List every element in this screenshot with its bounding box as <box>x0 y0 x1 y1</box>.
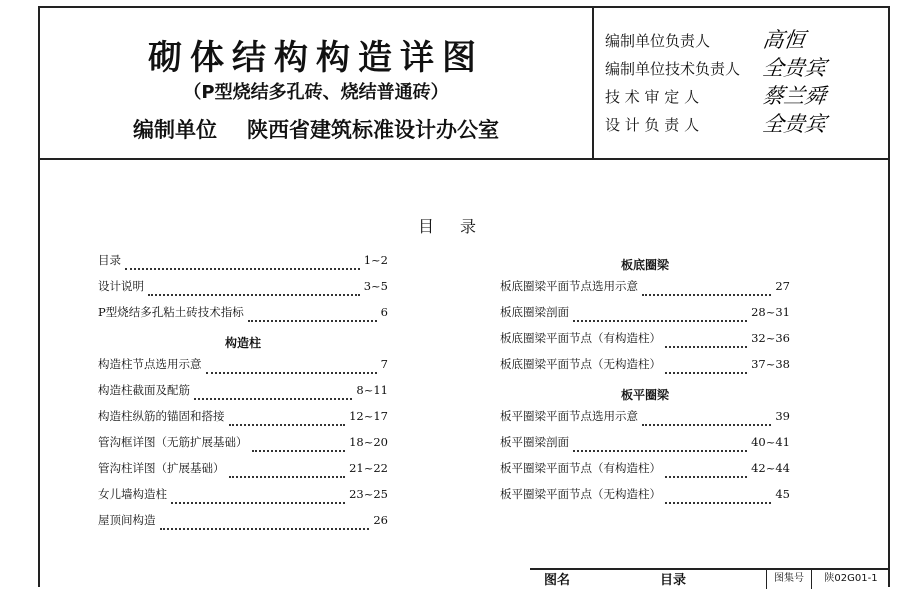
toc-entry <box>500 278 790 304</box>
toc-leader-dots <box>252 442 346 452</box>
signature: 全贵宾 <box>761 112 828 136</box>
role-label: 技 术 审 定 人 <box>605 88 700 106</box>
footer-name-label: 图名 <box>544 573 571 588</box>
signature: 全贵宾 <box>761 56 828 80</box>
footer-name-value: 目录 <box>660 573 687 588</box>
toc-leader-dots <box>665 468 747 478</box>
toc-entry <box>98 304 388 330</box>
toc-entry <box>98 252 388 278</box>
role-row <box>605 86 890 114</box>
toc-entry-title: 板底圈梁平面节点（有构造柱） <box>500 331 661 345</box>
org-label: 编制单位 <box>133 118 217 142</box>
toc-entry <box>500 330 790 356</box>
toc-entry <box>98 278 388 304</box>
toc-entry <box>98 356 388 382</box>
toc-entry-title: 板平圈梁平面节点（无构造柱） <box>500 487 661 501</box>
toc-entry-title: 管沟框详图（无筋扩展基础） <box>98 435 248 449</box>
toc-entry-page: 39 <box>775 409 790 423</box>
toc-entry-page: 6 <box>380 305 388 319</box>
role-row <box>605 58 890 86</box>
toc-entry-title: 板平圈梁平面节点选用示意 <box>500 409 638 423</box>
toc-right-column <box>500 252 790 512</box>
signature: 高恒 <box>761 28 807 52</box>
toc-entry <box>500 356 790 382</box>
toc-entry <box>500 408 790 434</box>
toc-leader-dots <box>642 416 771 426</box>
main-title: 砌体结构构造详图 <box>148 38 484 78</box>
toc-entry-title: 设计说明 <box>98 279 144 293</box>
toc-entry <box>98 512 388 538</box>
toc-entry-page: 40~41 <box>751 435 790 449</box>
toc-entry-page: 12~17 <box>349 409 388 423</box>
toc-heading: 目录 <box>417 217 502 236</box>
toc-leader-dots <box>665 494 771 504</box>
toc-leader-dots <box>642 286 771 296</box>
footer-code-value: 陕02G01-1 <box>824 573 878 584</box>
toc-entry-title: 构造柱截面及配筋 <box>98 383 190 397</box>
toc-entry-page: 28~31 <box>751 305 790 319</box>
toc-entry-page: 1~2 <box>363 253 388 267</box>
sub-title: （P型烧结多孔砖、烧结普通砖） <box>183 82 449 103</box>
toc-entry-page: 8~11 <box>356 383 388 397</box>
toc-entry-page: 32~36 <box>751 331 790 345</box>
toc-entry-page: 21~22 <box>349 461 388 475</box>
toc-leader-dots <box>160 520 370 530</box>
toc-entry-title: 板底圈梁剖面 <box>500 305 569 319</box>
toc-leader-dots <box>194 390 352 400</box>
title-footer <box>530 568 890 587</box>
role-row <box>605 30 890 58</box>
role-label: 设 计 负 责 人 <box>605 116 700 134</box>
toc-entry <box>98 408 388 434</box>
toc-entry-title: 构造柱节点选用示意 <box>98 357 202 371</box>
toc-leader-dots <box>248 312 377 322</box>
toc-entry <box>98 486 388 512</box>
toc-entry-page: 26 <box>373 513 388 527</box>
toc-entry <box>500 304 790 330</box>
toc-section-heading: 板平圈梁 <box>620 388 669 402</box>
toc-entry-page: 23~25 <box>349 487 388 501</box>
toc-entry-page: 37~38 <box>751 357 790 371</box>
toc-entry <box>500 460 790 486</box>
toc-entry-page: 7 <box>380 357 388 371</box>
toc-leader-dots <box>148 286 360 296</box>
toc-entry-title: 构造柱纵筋的锚固和搭接 <box>98 409 225 423</box>
org-line <box>40 114 592 144</box>
toc-entry <box>98 382 388 408</box>
role-label: 编制单位负责人 <box>605 32 711 50</box>
header-divider <box>592 6 594 160</box>
signature: 蔡兰舜 <box>761 84 828 108</box>
responsibility-table <box>605 30 890 142</box>
footer-code-label: 图集号 <box>766 570 812 589</box>
role-row <box>605 114 890 142</box>
toc-leader-dots <box>206 364 377 374</box>
toc-entry-title: 板平圈梁剖面 <box>500 435 569 449</box>
toc-section-heading: 构造柱 <box>224 336 261 350</box>
toc-entry-page: 45 <box>775 487 790 501</box>
toc-leader-dots <box>171 494 345 504</box>
toc-leader-dots <box>573 442 747 452</box>
toc-entry-page: 18~20 <box>349 435 388 449</box>
toc-leader-dots <box>125 260 360 270</box>
role-label: 编制单位技术负责人 <box>605 60 741 78</box>
toc-entry-title: 板平圈梁平面节点（有构造柱） <box>500 461 661 475</box>
title-block <box>40 6 592 160</box>
toc-entry <box>98 434 388 460</box>
toc-entry-page: 42~44 <box>751 461 790 475</box>
toc-entry <box>500 486 790 512</box>
toc-entry-title: 屋顶间构造 <box>98 513 156 527</box>
org-name: 陕西省建筑标准设计办公室 <box>247 118 499 142</box>
toc-entry-title: 管沟柱详图（扩展基础） <box>98 461 225 475</box>
toc-section-heading: 板底圈梁 <box>620 258 669 272</box>
toc-entry-page: 27 <box>775 279 790 293</box>
toc-entry <box>500 434 790 460</box>
toc-left-column <box>98 252 388 538</box>
toc-entry-title: 目录 <box>98 253 121 267</box>
toc-entry-title: P型烧结多孔粘土砖技术指标 <box>98 305 244 319</box>
toc-entry-title: 板底圈梁平面节点选用示意 <box>500 279 638 293</box>
toc-entry-title: 女儿墙构造柱 <box>98 487 167 501</box>
toc-leader-dots <box>229 468 346 478</box>
toc-leader-dots <box>665 364 747 374</box>
toc-leader-dots <box>229 416 346 426</box>
toc-entry-title: 板底圈梁平面节点（无构造柱） <box>500 357 661 371</box>
toc-entry-page: 3~5 <box>363 279 388 293</box>
toc-entry <box>98 460 388 486</box>
toc-leader-dots <box>665 338 747 348</box>
toc-leader-dots <box>573 312 747 322</box>
